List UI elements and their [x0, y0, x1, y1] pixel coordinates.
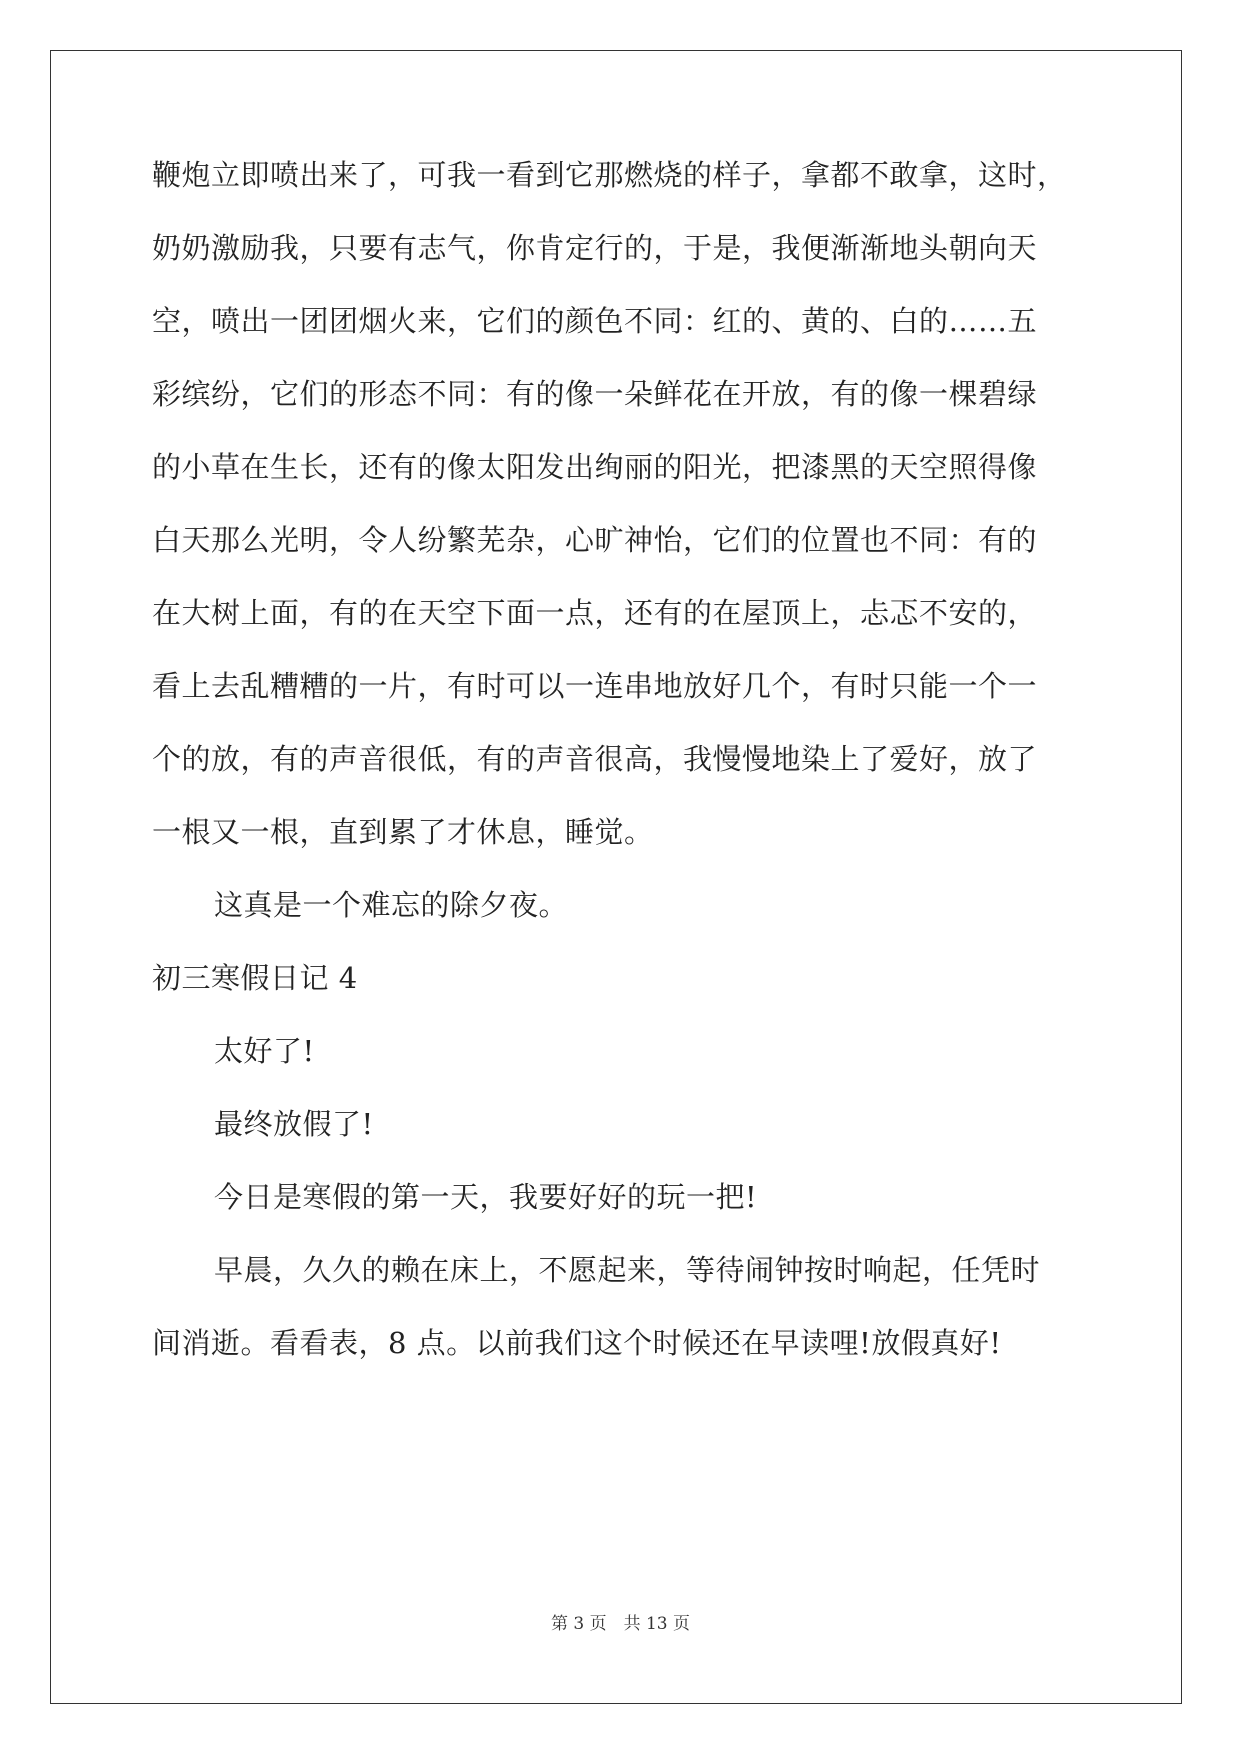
paragraph-line: 这真是一个难忘的除夕夜。 — [214, 888, 569, 922]
body-line: 奶奶激励我，只要有志气，你肯定行的，于是，我便渐渐地头朝向天 — [152, 231, 1038, 265]
body-line: 的小草在生长，还有的像太阳发出绚丽的阳光，把漆黑的天空照得像 — [152, 450, 1038, 484]
page-border — [50, 50, 1182, 1704]
paragraph-line: 今日是寒假的第一天，我要好好的玩一把! — [214, 1180, 758, 1214]
body-line: 空，喷出一团团烟火来，它们的颜色不同：红的、黄的、白的……五 — [152, 304, 1038, 338]
page-footer: 第 3 页 共 13 页 — [550, 1614, 691, 1634]
section-heading: 初三寒假日记 4 — [152, 961, 358, 995]
body-line: 鞭炮立即喷出来了，可我一看到它那燃烧的样子，拿都不敢拿，这时， — [152, 158, 1067, 192]
body-line: 个的放，有的声音很低，有的声音很高，我慢慢地染上了爱好，放了 — [152, 742, 1038, 776]
paragraph-line: 最终放假了! — [214, 1107, 374, 1141]
body-line: 白天那么光明，令人纷繁芜杂，心旷神怡，它们的位置也不同：有的 — [152, 523, 1038, 557]
body-line: 彩缤纷，它们的形态不同：有的像一朵鲜花在开放，有的像一棵碧绿 — [152, 377, 1038, 411]
body-line: 看上去乱糟糟的一片，有时可以一连串地放好几个，有时只能一个一 — [152, 669, 1038, 703]
body-line: 一根又一根，直到累了才休息，睡觉。 — [152, 815, 654, 849]
paragraph-line: 太好了! — [214, 1034, 315, 1068]
body-line: 在大树上面，有的在天空下面一点，还有的在屋顶上，忐忑不安的， — [152, 596, 1038, 630]
paragraph-line: 早晨，久久的赖在床上，不愿起来，等待闹钟按时响起，任凭时 — [214, 1253, 1041, 1287]
body-line: 间消逝。看看表，8 点。以前我们这个时候还在早读哩!放假真好! — [152, 1326, 1002, 1360]
